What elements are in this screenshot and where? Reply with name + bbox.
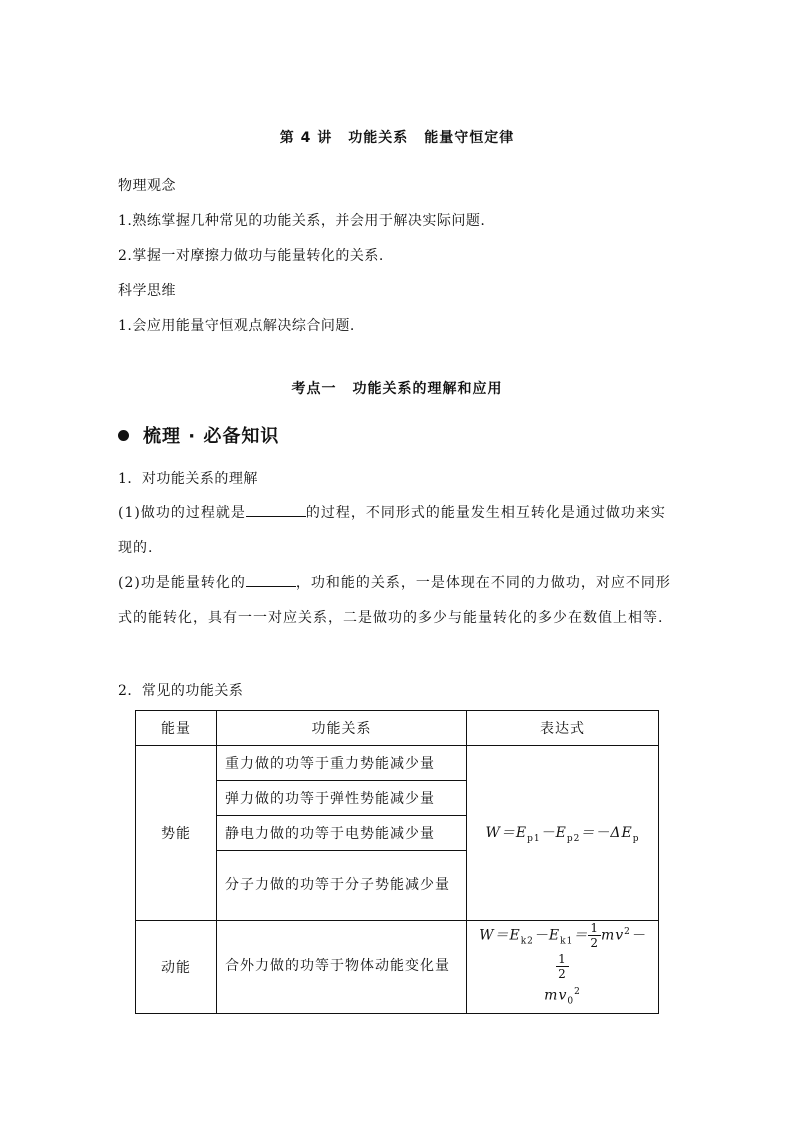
objective-item: 1.熟练掌握几种常见的功能关系，并会用于解决实际问题. (118, 213, 486, 229)
relation-cell: 合外力做的功等于物体动能变化量 (217, 921, 467, 1014)
point1-heading: 1．对功能关系的理解 (118, 471, 258, 487)
section-name: 功能关系的理解和应用 (352, 381, 503, 397)
point1-paragraph-2 (118, 566, 678, 636)
kinetic-formula-cell (467, 921, 659, 1014)
review-heading (118, 422, 279, 448)
kinetic-formula: $W=E_{k2}-E_{k1}=$ $\frac{1}{2}$ $mv^2-$ $\frac{1}{2}$ (479, 921, 646, 982)
objective-item: 2.掌握一对摩擦力做功与能量转化的关系. (118, 248, 384, 264)
bullet-dot-icon (118, 430, 129, 441)
fill-blank[interactable] (246, 572, 296, 587)
relation-cell: 重力做的功等于重力势能减少量 (217, 746, 467, 781)
paragraph-text: ，功和能的关系，一是体现在不同的力做功，对应不同形式的能转化，具有一一对应关系，二是做功的多少与能量转化的多少在数值上相等. (118, 575, 671, 626)
table-row (136, 921, 659, 1014)
lecture-number: 第 4 讲 (279, 130, 333, 146)
section-title (0, 378, 794, 398)
title-part-2: 能量守恒定律 (424, 130, 515, 146)
section-label: 考点一 (291, 381, 337, 397)
point1-paragraph-1 (118, 496, 678, 566)
title-part-1: 功能关系 (348, 130, 409, 146)
review-heading-text: 梳理 · 必备知识 (143, 426, 280, 447)
scientific-thinking-heading: 科学思维 (118, 283, 176, 299)
paragraph-text: (1)做功的过程就是 (118, 505, 246, 521)
header-cell: 功能关系 (217, 711, 467, 746)
page-title (0, 127, 794, 147)
potential-formula: $W=E_{p1}-E_{p2}=-\Delta E_p$ (485, 825, 640, 844)
header-cell: 能量 (136, 711, 217, 746)
table-header-row (136, 711, 659, 746)
relation-cell: 分子力做的功等于分子势能减少量 (217, 851, 467, 921)
relation-cell: 弹力做的功等于弹性势能减少量 (217, 781, 467, 816)
paragraph-text: 的过程，不同形式的能量发生相互转化是通过做功来实现的. (118, 505, 666, 556)
physics-concept-heading: 物理观念 (118, 178, 176, 194)
relation-cell: 静电力做的功等于电势能减少量 (217, 816, 467, 851)
objective-item: 1.会应用能量守恒观点解决综合问题. (118, 318, 355, 334)
table-row (136, 746, 659, 781)
paragraph-text: (2)功是能量转化的 (118, 575, 246, 591)
fill-blank[interactable] (246, 502, 306, 517)
header-cell: 表达式 (467, 711, 659, 746)
potential-formula-cell (467, 746, 659, 921)
energy-type-cell: 势能 (136, 746, 217, 921)
point2-heading: 2．常见的功能关系 (118, 683, 244, 699)
energy-relation-table (135, 710, 659, 1014)
energy-type-cell: 动能 (136, 921, 217, 1014)
kinetic-formula-tail: $mv_0^2$ (544, 987, 581, 1007)
